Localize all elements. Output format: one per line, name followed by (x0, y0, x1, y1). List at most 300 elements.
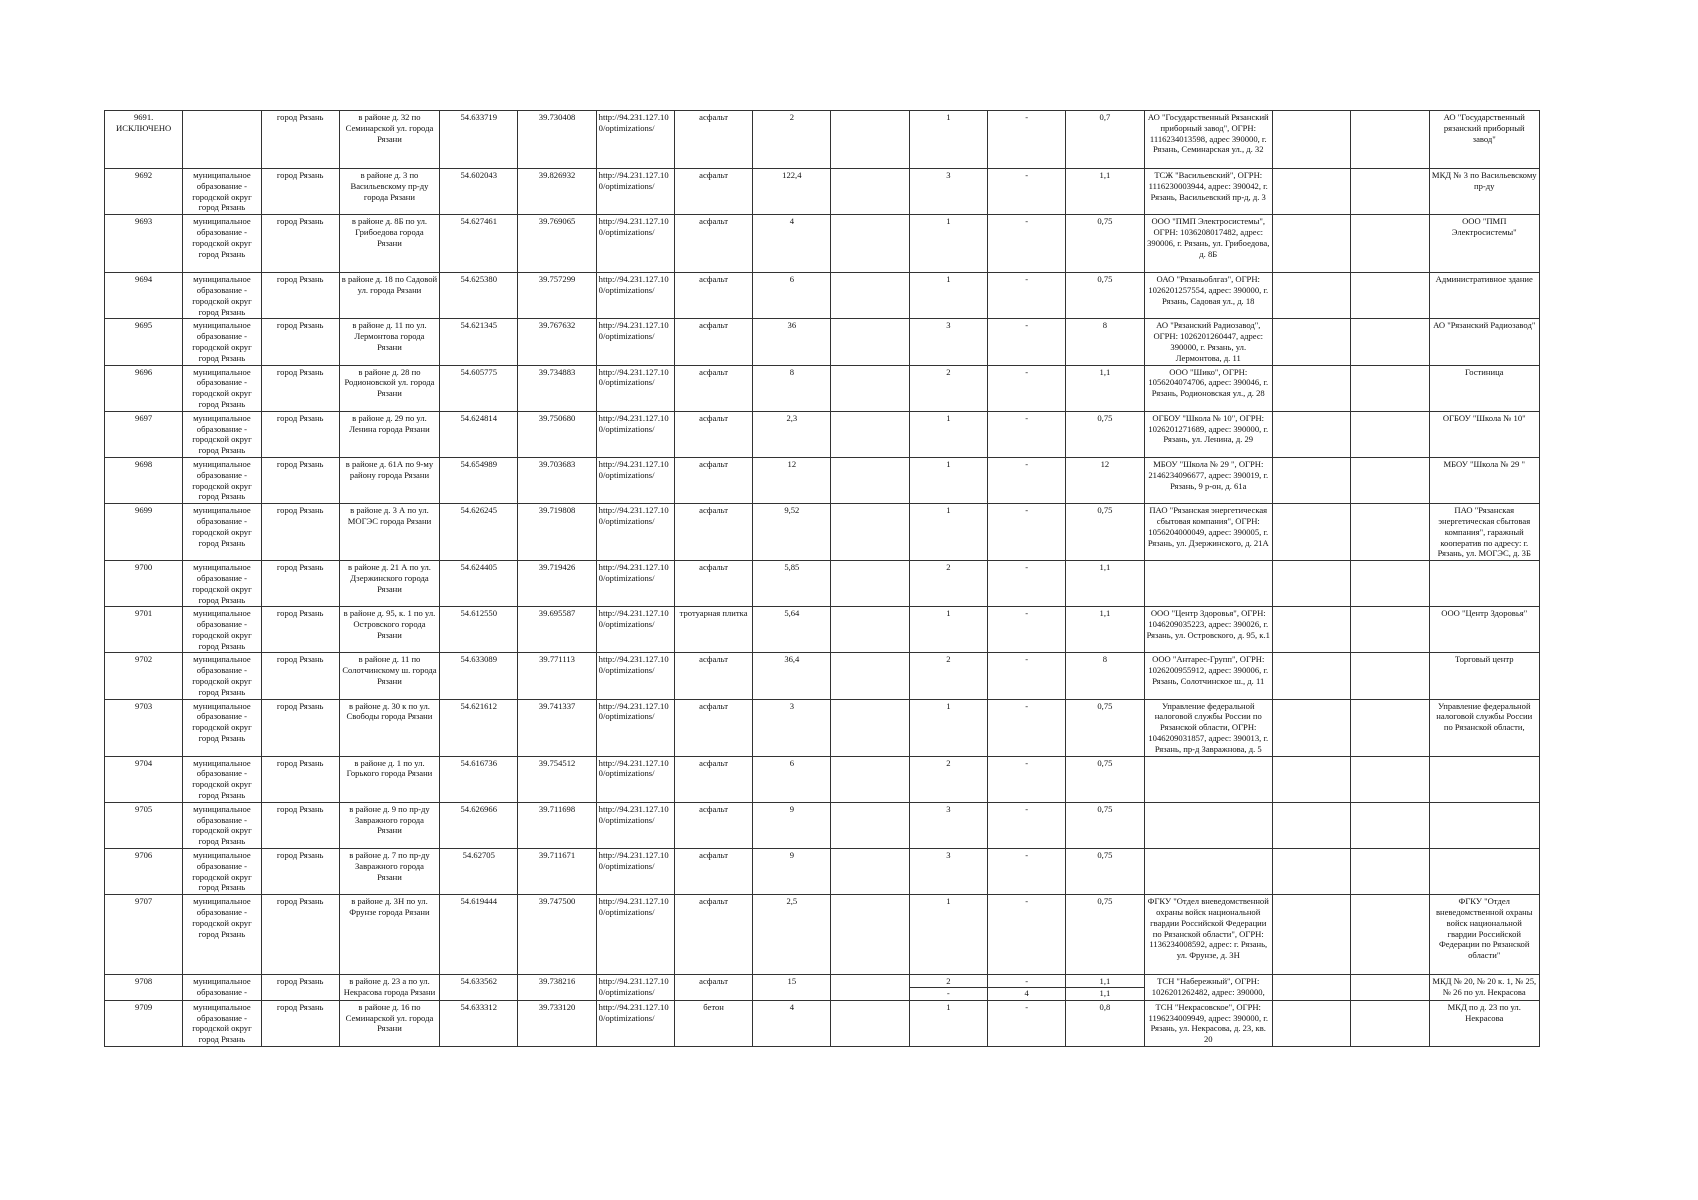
municipality-cell: муниципальное образование - городской округ город Рязань (183, 215, 261, 273)
owner-cell: АО "Рязанский Радиозавод", ОГРН: 1026201260447, адрес: 390000, г. Рязань, ул. Лермонтова, д. 11 (1144, 319, 1272, 365)
surface-cell: асфальт (674, 273, 752, 319)
latitude-cell: 54.654989 (440, 457, 518, 503)
city-cell: город Рязань (261, 411, 339, 457)
map-link-cell: http://94.231.127.100/optimizations/ (596, 849, 674, 895)
municipality-cell: муниципальное образование - городской округ город Рязань (183, 756, 261, 802)
address-cell: в районе д. 61А по 9-му району города Рязани (339, 457, 439, 503)
table-row (105, 1000, 1540, 1046)
latitude-cell: 54.624405 (440, 561, 518, 607)
city-cell: город Рязань (261, 1000, 339, 1046)
owner-cell: ООО "Антарес-Групп", ОГРН: 1026200955912, адрес: 390006, г. Рязань, Солотчинское ш., д. 11 (1144, 653, 1272, 699)
longitude-cell: 39.711698 (518, 802, 596, 848)
municipality-cell: муниципальное образование - городской округ город Рязань (183, 169, 261, 215)
map-link-cell: http://94.231.127.100/optimizations/ (596, 653, 674, 699)
owner-cell: ТСЖ "Васильевский", ОГРН: 1116230003944, адрес: 390042, г. Рязань, Васильевский пр-д, д. 3 (1144, 169, 1272, 215)
column-10-cell (831, 504, 909, 561)
row-number: 9703 (105, 699, 183, 756)
table-row (105, 111, 1540, 169)
address-cell: в районе д. 16 по Семинарской ул. города Рязани (339, 1000, 439, 1046)
column-11-cell-top: 2 (946, 976, 951, 987)
city-cell: город Рязань (261, 756, 339, 802)
map-link-cell: http://94.231.127.100/optimizations/ (596, 504, 674, 561)
column-10-cell (831, 699, 909, 756)
column-11-cell-bottom: - (910, 987, 987, 999)
table-row (105, 169, 1540, 215)
column-16-cell (1351, 111, 1429, 169)
column-11-cell: 1 (909, 607, 987, 653)
column-10-cell (831, 273, 909, 319)
longitude-cell: 39.741337 (518, 699, 596, 756)
column-12-cell: - (988, 215, 1066, 273)
waste-source-cell: Гостиница (1429, 365, 1540, 411)
longitude-cell: 39.750680 (518, 411, 596, 457)
map-link-cell: http://94.231.127.100/optimizations/ (596, 1000, 674, 1046)
column-12-cell-top: - (1025, 976, 1029, 987)
column-11-cell (909, 975, 987, 1001)
row-number: 9708 (105, 975, 183, 1001)
surface-cell: тротуарная плитка (674, 607, 752, 653)
area-cell: 15 (753, 975, 831, 1001)
map-link-cell: http://94.231.127.100/optimizations/ (596, 319, 674, 365)
column-15-cell (1272, 273, 1350, 319)
owner-cell (1144, 561, 1272, 607)
map-link-cell: http://94.231.127.100/optimizations/ (596, 975, 674, 1001)
table-row (105, 411, 1540, 457)
latitude-cell: 54.624814 (440, 411, 518, 457)
column-13-cell: 8 (1066, 319, 1144, 365)
address-cell: в районе д. 8Б по ул. Грибоедова города Рязани (339, 215, 439, 273)
row-number: 9709 (105, 1000, 183, 1046)
owner-cell: ТСН "Набережный", ОГРН: 1026201262482, адрес: 390000, (1144, 975, 1272, 1001)
waste-source-cell (1429, 561, 1540, 607)
city-cell: город Рязань (261, 653, 339, 699)
column-12-cell: - (988, 895, 1066, 975)
column-15-cell (1272, 975, 1350, 1001)
surface-cell: асфальт (674, 561, 752, 607)
address-cell: в районе д. 7 по пр-ду Завражного города Рязани (339, 849, 439, 895)
latitude-cell: 54.633312 (440, 1000, 518, 1046)
row-number: 9695 (105, 319, 183, 365)
latitude-cell: 54.625380 (440, 273, 518, 319)
owner-cell (1144, 756, 1272, 802)
city-cell: город Рязань (261, 699, 339, 756)
register-page (104, 110, 1540, 1047)
address-cell: в районе д. 32 по Семинарской ул. города Рязани (339, 111, 439, 169)
latitude-cell: 54.633089 (440, 653, 518, 699)
area-cell: 2,3 (753, 411, 831, 457)
address-cell: в районе д. 18 по Садовой ул. города Рязани (339, 273, 439, 319)
column-13-cell-bottom: 1,1 (1066, 987, 1143, 999)
municipality-cell: муниципальное образование - городской округ город Рязань (183, 699, 261, 756)
municipality-cell: муниципальное образование - городской округ город Рязань (183, 607, 261, 653)
row-number: 9691. ИСКЛЮЧЕНО (105, 111, 183, 169)
waste-source-cell: ФГКУ "Отдел вневедомственной охраны войск национальной гвардии Российской Федерации по Рязанской области" (1429, 895, 1540, 975)
column-16-cell (1351, 457, 1429, 503)
surface-cell: асфальт (674, 365, 752, 411)
column-16-cell (1351, 504, 1429, 561)
area-cell: 4 (753, 1000, 831, 1046)
longitude-cell: 39.734883 (518, 365, 596, 411)
waste-source-cell (1429, 849, 1540, 895)
column-15-cell (1272, 756, 1350, 802)
row-number: 9705 (105, 802, 183, 848)
municipality-cell: муниципальное образование - городской округ город Рязань (183, 411, 261, 457)
column-10-cell (831, 365, 909, 411)
longitude-cell: 39.767632 (518, 319, 596, 365)
longitude-cell: 39.754512 (518, 756, 596, 802)
column-10-cell (831, 169, 909, 215)
table-row (105, 319, 1540, 365)
column-12-cell: - (988, 802, 1066, 848)
municipality-cell: муниципальное образование - городской округ город Рязань (183, 802, 261, 848)
table-row (105, 895, 1540, 975)
column-10-cell (831, 756, 909, 802)
address-cell: в районе д. 3 по Васильевскому пр-ду города Рязани (339, 169, 439, 215)
surface-cell: асфальт (674, 756, 752, 802)
surface-cell: асфальт (674, 411, 752, 457)
address-cell: в районе д. 95, к. 1 по ул. Островского города Рязани (339, 607, 439, 653)
row-number: 9696 (105, 365, 183, 411)
owner-cell: ТСН "Некрасовское", ОГРН: 1196234009949, адрес: 390000, г. Рязань, ул. Некрасова, д. 23, кв. 20 (1144, 1000, 1272, 1046)
map-link-cell: http://94.231.127.100/optimizations/ (596, 273, 674, 319)
column-16-cell (1351, 653, 1429, 699)
address-cell: в районе д. 30 к по ул. Свободы города Рязани (339, 699, 439, 756)
waste-source-cell: АО "Государственный рязанский приборный завод" (1429, 111, 1540, 169)
area-cell: 2 (753, 111, 831, 169)
latitude-cell: 54.62705 (440, 849, 518, 895)
table-row (105, 561, 1540, 607)
owner-cell: ОАО "Рязаньоблгаз", ОГРН: 1026201257554, адрес: 390000, г. Рязань, Садовая ул., д. 18 (1144, 273, 1272, 319)
column-12-cell: - (988, 111, 1066, 169)
longitude-cell: 39.769065 (518, 215, 596, 273)
latitude-cell: 54.626966 (440, 802, 518, 848)
column-11-cell: 3 (909, 849, 987, 895)
column-16-cell (1351, 607, 1429, 653)
longitude-cell: 39.703683 (518, 457, 596, 503)
column-13-cell: 0,75 (1066, 849, 1144, 895)
column-11-cell: 2 (909, 653, 987, 699)
column-15-cell (1272, 411, 1350, 457)
municipality-cell (183, 111, 261, 169)
column-13-cell: 1,1 (1066, 607, 1144, 653)
column-13-cell: 0,8 (1066, 1000, 1144, 1046)
column-10-cell (831, 802, 909, 848)
city-cell: город Рязань (261, 802, 339, 848)
city-cell: город Рязань (261, 215, 339, 273)
owner-cell: ООО "Шико", ОГРН: 1056204074706, адрес: 390046, г. Рязань, Родионовская ул., д. 28 (1144, 365, 1272, 411)
column-10-cell (831, 561, 909, 607)
map-link-cell: http://94.231.127.100/optimizations/ (596, 111, 674, 169)
owner-cell: ПАО "Рязанская энергетическая сбытовая компания", ОГРН: 1056204000049, адрес: 390005, г. Рязань, ул. Дзержинского, д. 21А (1144, 504, 1272, 561)
column-13-cell: 0,75 (1066, 895, 1144, 975)
waste-source-cell: Торговый центр (1429, 653, 1540, 699)
surface-cell: асфальт (674, 111, 752, 169)
column-11-cell: 1 (909, 215, 987, 273)
table-row (105, 802, 1540, 848)
surface-cell: асфальт (674, 457, 752, 503)
column-16-cell (1351, 756, 1429, 802)
column-10-cell (831, 457, 909, 503)
surface-cell: бетон (674, 1000, 752, 1046)
column-12-cell: - (988, 365, 1066, 411)
latitude-cell: 54.633719 (440, 111, 518, 169)
map-link-cell: http://94.231.127.100/optimizations/ (596, 699, 674, 756)
map-link-cell: http://94.231.127.100/optimizations/ (596, 457, 674, 503)
column-16-cell (1351, 319, 1429, 365)
surface-cell: асфальт (674, 319, 752, 365)
column-10-cell (831, 1000, 909, 1046)
column-16-cell (1351, 895, 1429, 975)
column-13-cell: 1,1 (1066, 365, 1144, 411)
register-table (104, 110, 1540, 1047)
city-cell: город Рязань (261, 561, 339, 607)
address-cell: в районе д. 29 по ул. Ленина города Рязани (339, 411, 439, 457)
waste-source-cell: ООО "ПМП Электросистемы" (1429, 215, 1540, 273)
waste-source-cell: ПАО "Рязанская энергетическая сбытовая компания", гаражный кооператив по адресу: г. Рязань, ул. МОГЭС, д. 3Б (1429, 504, 1540, 561)
latitude-cell: 54.602043 (440, 169, 518, 215)
column-16-cell (1351, 849, 1429, 895)
column-13-cell: 1,1 (1066, 169, 1144, 215)
column-12-cell: - (988, 319, 1066, 365)
column-11-cell: 2 (909, 365, 987, 411)
column-10-cell (831, 111, 909, 169)
column-11-cell: 1 (909, 411, 987, 457)
longitude-cell: 39.719808 (518, 504, 596, 561)
column-10-cell (831, 319, 909, 365)
column-11-cell: 1 (909, 504, 987, 561)
waste-source-cell (1429, 756, 1540, 802)
table-row (105, 653, 1540, 699)
map-link-cell: http://94.231.127.100/optimizations/ (596, 802, 674, 848)
table-row (105, 365, 1540, 411)
column-15-cell (1272, 1000, 1350, 1046)
column-13-cell-top: 1,1 (1099, 976, 1111, 987)
table-row (105, 607, 1540, 653)
city-cell: город Рязань (261, 169, 339, 215)
longitude-cell: 39.771113 (518, 653, 596, 699)
table-row (105, 975, 1540, 1001)
column-11-cell: 3 (909, 169, 987, 215)
city-cell: город Рязань (261, 457, 339, 503)
row-number: 9701 (105, 607, 183, 653)
column-12-cell: - (988, 273, 1066, 319)
row-number: 9704 (105, 756, 183, 802)
column-15-cell (1272, 365, 1350, 411)
waste-source-cell (1429, 802, 1540, 848)
surface-cell: асфальт (674, 895, 752, 975)
longitude-cell: 39.757299 (518, 273, 596, 319)
row-number: 9694 (105, 273, 183, 319)
table-row (105, 699, 1540, 756)
column-16-cell (1351, 561, 1429, 607)
column-12-cell: - (988, 169, 1066, 215)
area-cell: 3 (753, 699, 831, 756)
city-cell: город Рязань (261, 504, 339, 561)
column-16-cell (1351, 975, 1429, 1001)
address-cell: в районе д. 3 А по ул. МОГЭС города Рязани (339, 504, 439, 561)
city-cell: город Рязань (261, 849, 339, 895)
owner-cell (1144, 849, 1272, 895)
waste-source-cell: МБОУ "Школа № 29 " (1429, 457, 1540, 503)
latitude-cell: 54.605775 (440, 365, 518, 411)
owner-cell: ООО "ПМП Электросистемы", ОГРН: 1036208017482, адрес: 390006, г. Рязань, ул. Грибоедова, д. 8Б (1144, 215, 1272, 273)
row-number: 9698 (105, 457, 183, 503)
column-15-cell (1272, 653, 1350, 699)
column-12-cell: - (988, 756, 1066, 802)
map-link-cell: http://94.231.127.100/optimizations/ (596, 411, 674, 457)
table-row (105, 756, 1540, 802)
column-15-cell (1272, 561, 1350, 607)
owner-cell (1144, 802, 1272, 848)
address-cell: в районе д. 23 а по ул. Некрасова города Рязани (339, 975, 439, 1001)
column-11-cell: 1 (909, 457, 987, 503)
column-10-cell (831, 215, 909, 273)
area-cell: 6 (753, 756, 831, 802)
column-10-cell (831, 849, 909, 895)
city-cell: город Рязань (261, 975, 339, 1001)
area-cell: 36,4 (753, 653, 831, 699)
waste-source-cell: Административное здание (1429, 273, 1540, 319)
column-10-cell (831, 653, 909, 699)
column-12-cell: - (988, 1000, 1066, 1046)
column-13-cell: 0,75 (1066, 756, 1144, 802)
column-16-cell (1351, 365, 1429, 411)
column-11-cell: 1 (909, 111, 987, 169)
column-13-cell: 0,75 (1066, 504, 1144, 561)
column-13-cell: 1,1 (1066, 561, 1144, 607)
area-cell: 122,4 (753, 169, 831, 215)
area-cell: 6 (753, 273, 831, 319)
latitude-cell: 54.626245 (440, 504, 518, 561)
city-cell: город Рязань (261, 895, 339, 975)
longitude-cell: 39.826932 (518, 169, 596, 215)
row-number: 9700 (105, 561, 183, 607)
column-16-cell (1351, 169, 1429, 215)
latitude-cell: 54.612550 (440, 607, 518, 653)
row-number: 9697 (105, 411, 183, 457)
column-13-cell: 0,75 (1066, 273, 1144, 319)
column-10-cell (831, 975, 909, 1001)
column-13-cell (1066, 975, 1144, 1001)
address-cell: в районе д. 3Н по ул. Фрунзе города Рязани (339, 895, 439, 975)
column-11-cell: 1 (909, 273, 987, 319)
latitude-cell: 54.621612 (440, 699, 518, 756)
column-12-cell: - (988, 457, 1066, 503)
city-cell: город Рязань (261, 273, 339, 319)
address-cell: в районе д. 11 по ул. Лермонтова города Рязани (339, 319, 439, 365)
map-link-cell: http://94.231.127.100/optimizations/ (596, 895, 674, 975)
address-cell: в районе д. 1 по ул. Горького города Рязани (339, 756, 439, 802)
column-16-cell (1351, 411, 1429, 457)
address-cell: в районе д. 9 по пр-ду Завражного города Рязани (339, 802, 439, 848)
column-12-cell: - (988, 849, 1066, 895)
latitude-cell: 54.627461 (440, 215, 518, 273)
row-number: 9706 (105, 849, 183, 895)
owner-cell: АО "Государственный Рязанский приборный завод", ОГРН: 1116234013598, адрес 390000, г. Рязань, Семинарская ул., д. 32 (1144, 111, 1272, 169)
waste-source-cell: Управление федеральной налоговой службы России по Рязанской области, (1429, 699, 1540, 756)
area-cell: 5,85 (753, 561, 831, 607)
waste-source-cell: МКД № 3 по Васильевскому пр-ду (1429, 169, 1540, 215)
column-12-cell: - (988, 699, 1066, 756)
column-13-cell: 0,75 (1066, 215, 1144, 273)
city-cell: город Рязань (261, 365, 339, 411)
municipality-cell: муниципальное образование - городской округ город Рязань (183, 895, 261, 975)
address-cell: в районе д. 11 по Солотчинскому ш. города Рязани (339, 653, 439, 699)
waste-source-cell: ОГБОУ "Школа № 10" (1429, 411, 1540, 457)
column-12-cell (988, 975, 1066, 1001)
address-cell: в районе д. 21 А по ул. Дзержинского города Рязани (339, 561, 439, 607)
row-number: 9707 (105, 895, 183, 975)
column-12-cell: - (988, 504, 1066, 561)
column-16-cell (1351, 215, 1429, 273)
column-12-cell: - (988, 653, 1066, 699)
longitude-cell: 39.730408 (518, 111, 596, 169)
municipality-cell: муниципальное образование - городской округ город Рязань (183, 504, 261, 561)
longitude-cell: 39.695587 (518, 607, 596, 653)
map-link-cell: http://94.231.127.100/optimizations/ (596, 756, 674, 802)
longitude-cell: 39.733120 (518, 1000, 596, 1046)
municipality-cell: муниципальное образование - городской округ город Рязань (183, 319, 261, 365)
area-cell: 5,64 (753, 607, 831, 653)
latitude-cell: 54.621345 (440, 319, 518, 365)
area-cell: 12 (753, 457, 831, 503)
longitude-cell: 39.719426 (518, 561, 596, 607)
row-number: 9693 (105, 215, 183, 273)
table-row (105, 273, 1540, 319)
column-15-cell (1272, 319, 1350, 365)
column-12-cell: - (988, 561, 1066, 607)
latitude-cell: 54.633562 (440, 975, 518, 1001)
table-row (105, 849, 1540, 895)
column-15-cell (1272, 802, 1350, 848)
column-11-cell: 2 (909, 756, 987, 802)
row-number: 9692 (105, 169, 183, 215)
column-11-cell: 1 (909, 895, 987, 975)
municipality-cell: муниципальное образование - городской округ город Рязань (183, 273, 261, 319)
latitude-cell: 54.619444 (440, 895, 518, 975)
column-15-cell (1272, 457, 1350, 503)
table-row (105, 504, 1540, 561)
surface-cell: асфальт (674, 653, 752, 699)
column-12-cell-bottom: 4 (988, 987, 1065, 999)
owner-cell: Управление федеральной налоговой службы России по Рязанской области, ОГРН: 1046209031857, адрес: 390013, г. Рязань, пр-д Завражнова, д. 5 (1144, 699, 1272, 756)
area-cell: 9,52 (753, 504, 831, 561)
city-cell: город Рязань (261, 319, 339, 365)
table-row (105, 457, 1540, 503)
longitude-cell: 39.747500 (518, 895, 596, 975)
municipality-cell: муниципальное образование - городской округ город Рязань (183, 561, 261, 607)
column-13-cell: 0,7 (1066, 111, 1144, 169)
column-12-cell: - (988, 607, 1066, 653)
column-15-cell (1272, 849, 1350, 895)
municipality-cell: муниципальное образование - городской округ город Рязань (183, 457, 261, 503)
column-15-cell (1272, 169, 1350, 215)
column-10-cell (831, 895, 909, 975)
waste-source-cell: АО "Рязанский Радиозавод" (1429, 319, 1540, 365)
owner-cell: МБОУ "Школа № 29 ", ОГРН: 2146234096677, адрес: 390019, г. Рязань, 9 р-он, д. 61а (1144, 457, 1272, 503)
longitude-cell: 39.711671 (518, 849, 596, 895)
column-15-cell (1272, 607, 1350, 653)
column-11-cell: 3 (909, 802, 987, 848)
map-link-cell: http://94.231.127.100/optimizations/ (596, 365, 674, 411)
column-12-cell: - (988, 411, 1066, 457)
waste-source-cell: ООО "Центр Здоровья" (1429, 607, 1540, 653)
owner-cell: ФГКУ "Отдел вневедомственной охраны войск национальной гвардии Российской Федерации по Рязанской области", ОГРН: 1136234008592, адрес: г. Рязань, ул. Фрунзе, д. 3Н (1144, 895, 1272, 975)
waste-source-cell: МКД № 20, № 20 к. 1, № 25, № 26 по ул. Некрасова (1429, 975, 1540, 1001)
column-15-cell (1272, 215, 1350, 273)
column-13-cell: 8 (1066, 653, 1144, 699)
area-cell: 9 (753, 802, 831, 848)
